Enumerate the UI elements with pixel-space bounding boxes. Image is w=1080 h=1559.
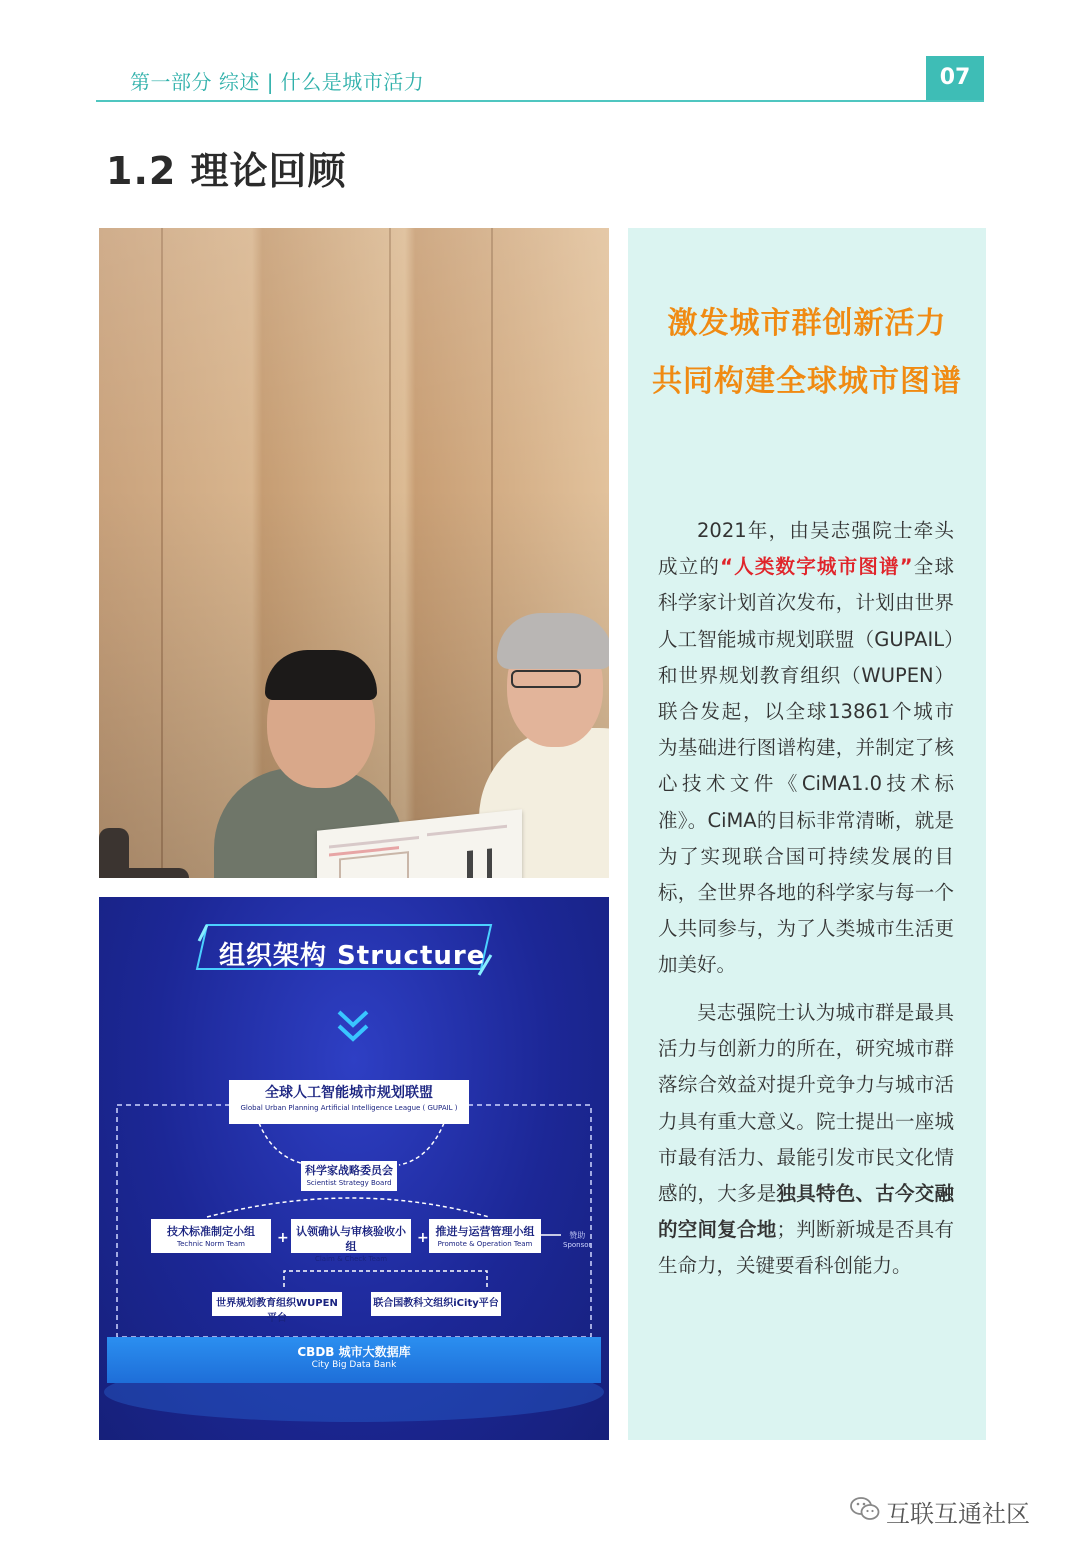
section-title: 1.2 理论回顾: [106, 149, 347, 193]
wechat-icon: [850, 1496, 880, 1522]
city-big-data-bank: CBDB 城市大数据库 City Big Data Bank: [107, 1337, 601, 1383]
page-header: [96, 56, 984, 102]
sponsor-label: 赞助 Sponsor: [563, 1231, 592, 1249]
watermark-text: 互联互通社区: [886, 1500, 1030, 1528]
photo-certificate-handover: [99, 228, 609, 878]
watermark: [850, 1492, 1050, 1532]
org-box-claim-check-team: 认领确认与审核验收小组 Claim & Check Team: [291, 1219, 411, 1253]
panel-title-line2: 共同构建全球城市图谱: [652, 364, 962, 399]
highlight-digital-city-atlas: “人类数字城市图谱”: [720, 555, 913, 579]
paragraph-1: 2021年，由吴志强院士牵头成立的“人类数字城市图谱”全球科学家计划首次发布，计划由世界人工智能城市规划联盟（GUPAIL）和世界规划教育组织（WUPEN）联合发起，以全球13861个城市为基础进行图谱构建，并制定了核心技术文件《CiMA1.0技术标准》。CiMA的目标非常清晰，就是为了实现联合国可持续发展的目标，全世界各地的科学家与每一个人共同参与，为了人类城市生活更加美好。: [658, 519, 954, 977]
panel-title-line1: 激发城市群创新活力: [667, 306, 947, 341]
org-box-icity-platform: 联合国教科文组织iCity平台: [371, 1292, 501, 1316]
bold-space-complex: 独具特色、古今交融的空间复合地: [658, 1182, 954, 1242]
org-box-wupen-platform: 世界规划教育组织WUPEN平台: [212, 1292, 342, 1316]
page-number: 07: [926, 56, 984, 100]
text-panel: [628, 228, 986, 1440]
org-chart-heading: 组织架构 Structure: [219, 941, 486, 971]
org-box-technic-norm-team: 技术标准制定小组 Technic Norm Team: [151, 1219, 271, 1253]
svg-text:+: +: [277, 1230, 289, 1246]
breadcrumb: 第一部分 综述 | 什么是城市活力: [130, 70, 425, 94]
org-box-gupail: 全球人工智能城市规划联盟 Global Urban Planning Artificial Intelligence League ( GUPAIL ): [229, 1080, 469, 1124]
svg-text:+: +: [417, 1230, 429, 1246]
org-box-promote-operation-team: 推进与运营管理小组 Promote & Operation Team: [429, 1219, 541, 1253]
paragraph-2: 吴志强院士认为城市群是最具活力与创新力的所在，研究城市群落综合效益对提升竞争力与城市活力具有重大意义。院士提出一座城市最有活力、最能引发市民文化情感的，大多是独具特色、古今交融的空间复合地；判断新城是否具有生命力，关键要看科创能力。: [658, 1001, 954, 1278]
org-box-strategy-board: 科学家战略委员会 Scientist Strategy Board: [301, 1161, 397, 1191]
org-chart: [99, 897, 609, 1440]
